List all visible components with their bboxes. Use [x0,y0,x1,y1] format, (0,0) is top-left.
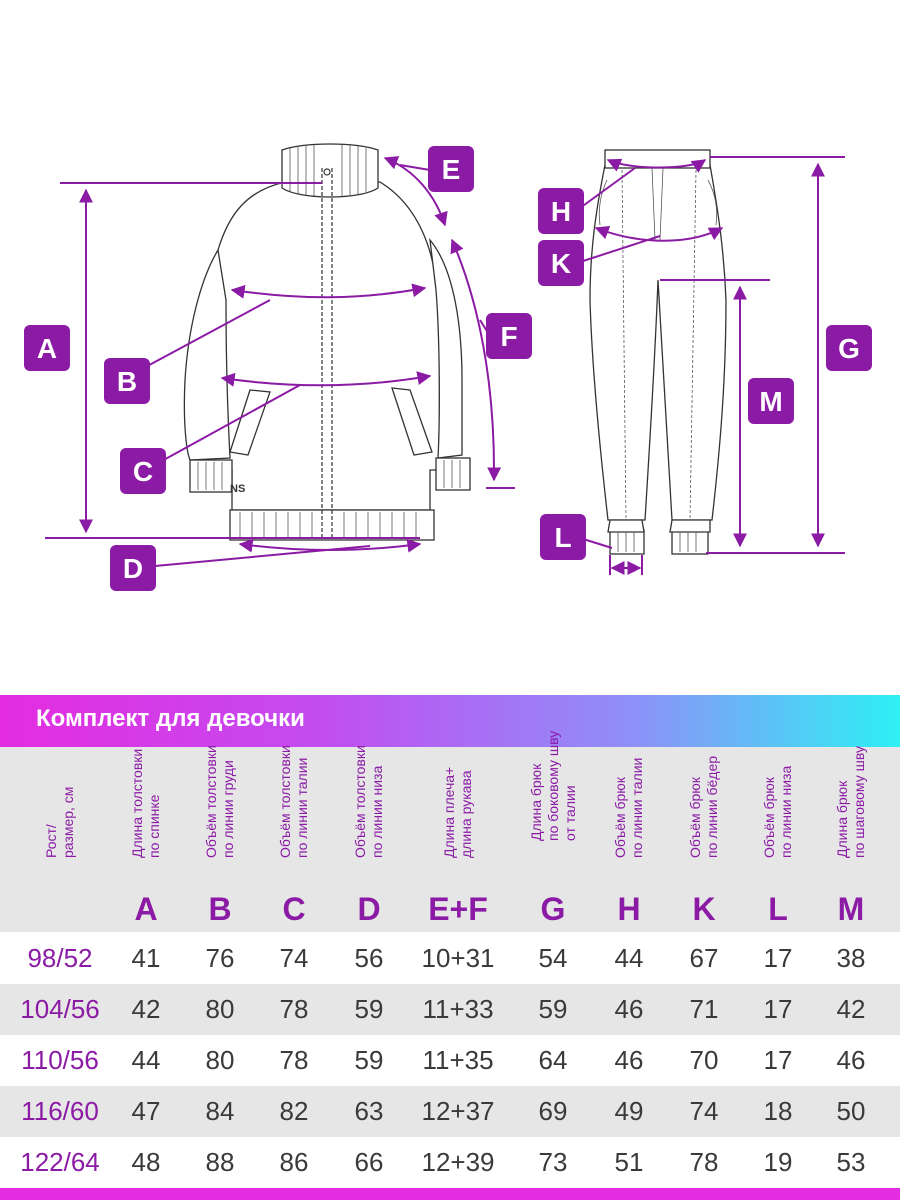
value-cell: 17 [763,994,793,1024]
label-g [826,325,872,371]
pants-outline [590,150,726,554]
label-a [24,325,70,371]
header-letter: H [617,891,641,927]
value-cell: 78 [279,994,309,1024]
value-cell: 12+39 [421,1147,495,1177]
header-col-5 [408,747,508,932]
value-cell: 54 [538,943,568,973]
header-label: Объём брюк по линии низа [761,765,794,858]
value-cell: 74 [689,1096,719,1126]
header-col-2 [184,747,256,932]
label-c-text: C [132,456,154,487]
value-cell: 67 [689,943,719,973]
value-cell: 78 [689,1147,719,1177]
label-c [120,448,166,494]
header-letter: B [208,891,232,927]
bottom-accent-bar [0,1188,900,1200]
value-cell: 76 [205,943,235,973]
value-cell: 44 [131,1045,161,1075]
header-label: Длина брюк по шаговому шву [834,746,867,858]
value-cell: 19 [763,1147,793,1177]
label-f-text: F [500,321,518,352]
header-letter: A [134,891,158,927]
value-cell: 11+33 [422,994,494,1024]
value-cell: 49 [614,1096,644,1126]
value-cell: 82 [279,1096,309,1126]
header-letter: D [357,891,381,927]
label-m [748,378,794,424]
logo-mark: NS [230,483,246,495]
value-cell: 59 [354,994,384,1024]
value-cell: 69 [538,1096,568,1126]
header-col-8 [668,747,740,932]
header-letter: E+F [428,891,488,927]
table-row [0,1035,900,1086]
value-cell: 78 [279,1045,309,1075]
value-cell: 70 [689,1045,719,1075]
value-cell: 64 [538,1045,568,1075]
label-a-text: A [36,333,58,364]
value-cell: 80 [205,994,235,1024]
header-letter: G [540,891,566,927]
header-col-0 [5,747,115,932]
value-cell: 71 [689,994,719,1024]
value-cell: 63 [354,1096,384,1126]
label-h-text: H [550,196,572,227]
table-title-banner [0,695,900,747]
header-col-4 [333,747,405,932]
value-cell: 59 [538,994,568,1024]
header-label: Объём брюк по линии талии [612,757,645,858]
label-d-text: D [122,553,144,584]
value-cell: 46 [614,1045,644,1075]
label-g-text: G [838,333,860,364]
value-cell: 42 [131,994,161,1024]
label-k-text: K [550,248,572,279]
label-h [538,188,584,234]
table-row [0,933,900,984]
value-cell: 48 [131,1147,161,1177]
value-cell: 46 [614,994,644,1024]
value-cell: 56 [354,943,384,973]
header-label: Длина плеча+ длина рукава [441,766,474,858]
label-e [428,146,474,192]
value-cell: 73 [538,1147,568,1177]
label-b-text: B [116,366,138,397]
label-k [538,240,584,286]
value-cell: 74 [279,943,309,973]
header-letter: M [837,891,865,927]
size-cell: 122/64 [20,1147,100,1177]
header-label: Длина брюк по боковому шву от талии [527,730,578,841]
label-m-text: M [759,386,783,417]
header-label: Объём толстовки по линии груди [203,745,236,858]
header-letter: K [692,891,716,927]
value-cell: 50 [836,1096,866,1126]
table-title: Комплект для девочки [36,705,305,732]
size-cell: 104/56 [20,994,100,1024]
size-cell: 98/52 [27,943,93,973]
value-cell: 12+37 [421,1096,495,1126]
header-col-1 [111,747,181,932]
value-cell: 59 [354,1045,384,1075]
size-cell: 116/60 [21,1096,99,1126]
label-f [486,313,532,359]
header-col-6 [510,730,596,932]
header-letter: C [282,891,306,927]
value-cell: 44 [614,943,644,973]
header-label: Объём брюк по линии бёдер [687,755,720,858]
header-label: Объём толстовки по линии низа [352,745,385,858]
value-cell: 47 [131,1096,161,1126]
value-cell: 41 [131,943,161,973]
header-letter: L [768,891,788,927]
label-l-text: L [554,522,572,553]
label-b [104,358,150,404]
header-col-7 [594,747,664,932]
label-l [540,514,586,560]
value-cell: 11+35 [422,1045,494,1075]
value-cell: 53 [836,1147,866,1177]
label-d [110,545,156,591]
header-col-10 [811,747,891,932]
header-col-3 [258,747,330,932]
value-cell: 42 [836,994,866,1024]
value-cell: 18 [763,1096,793,1126]
table-header [0,730,900,932]
jacket-outline [184,144,470,540]
table-row [0,1137,900,1188]
header-col-9 [743,747,813,932]
value-cell: 80 [205,1045,235,1075]
size-cell: 110/56 [21,1045,99,1075]
value-cell: 17 [763,1045,793,1075]
value-cell: 46 [836,1045,866,1075]
value-cell: 88 [205,1147,235,1177]
header-label: Рост/ размер, см [43,786,76,858]
table-row [0,1086,900,1137]
label-e-text: E [441,154,461,185]
value-cell: 66 [354,1147,384,1177]
header-label: Длина толстовки по спинке [129,748,162,858]
value-cell: 38 [836,943,866,973]
value-cell: 10+31 [421,943,495,973]
value-cell: 84 [205,1096,235,1126]
value-cell: 17 [763,943,793,973]
table-row [0,984,900,1035]
value-cell: 86 [279,1147,309,1177]
header-label: Объём толстовки по линии талии [277,745,310,858]
value-cell: 51 [614,1147,644,1177]
